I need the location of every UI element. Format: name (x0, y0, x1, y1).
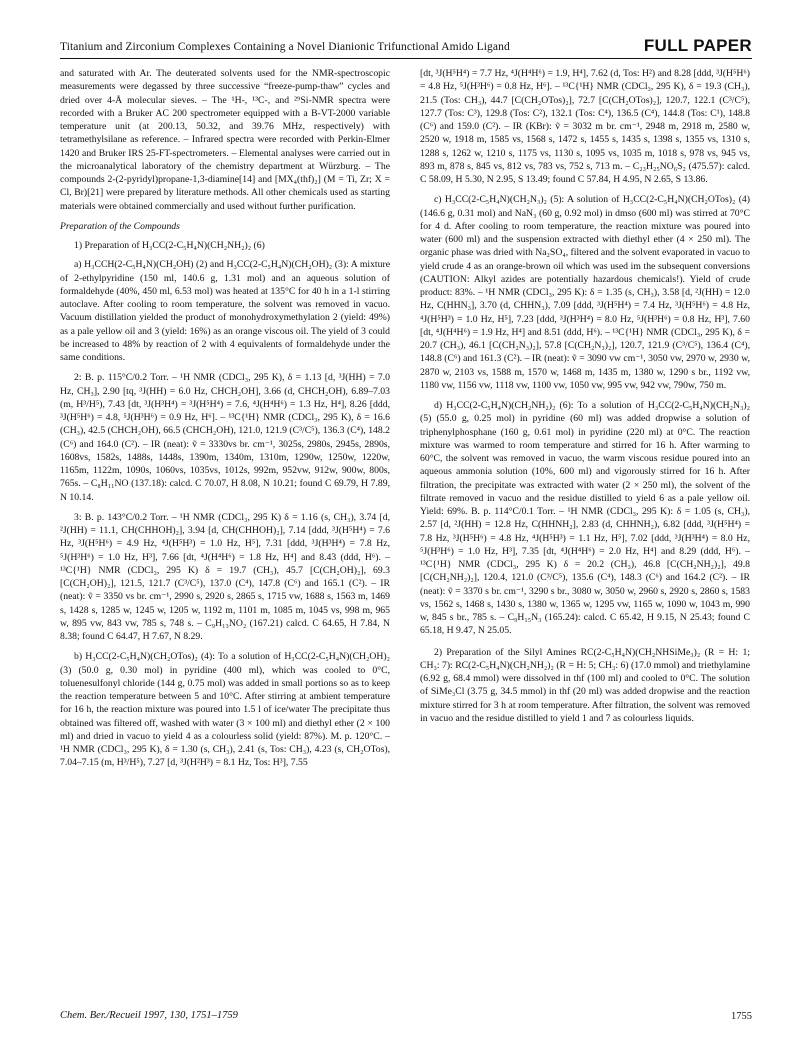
paragraph-step-c: c) H₃CC(2-C₅H₄N)(CH₂N₃)₂ (5): A solution of H₃CC(2-C₅H₄N)(CH₂OTos)₂ (4) (146.6 g, 0.31 mol) and NaN₃ (60 g, 0.92 mol) in dmso (600 ml) was stirred at 70°C for 4 d. After cooling to room temperature, the reaction mixture was poured into water (600 ml) and the suspension extracted with diethyl ether (4 × 250 ml). The organic phase was dried with Na₂SO₄, filtered and the solvent evaporated in vacuo to yield crude 4 as an orange-brown oil which was used im the subsequent conversions (CAUTION: Alkyl azides are potentially hazardous chemicals!). Yield of crude product: 83%. – ¹H NMR (CDCl₃, 295 K): δ = 1.35 (s, CH₃), 3.58 [d, ²J(HH) = 12.0 Hz, C(HHN₃], 3.70 (d, CHHN₃), 7.09 [ddd, ³J(H⁵H⁴) = 7.4 Hz, ³J(H⁵H⁶) = 4.8 Hz, ⁴J(H⁵H³) = 1.0 Hz, H⁵], 7.23 [ddd, ³J(H³H⁴) = 8.0 Hz, ⁵J(H³H⁶) = 0.8 Hz, H³], 7.60 [dt, ⁴J(H⁴H⁶) = 1.9 Hz, H⁴] and 8.51 (ddd, H⁶). – ¹³C{¹H} NMR (CDCl₃, 295 K), δ = 20.7 (CH₃), 46.1 [C(CH₂N₃)₂], 57.8 [C(CH₂N₃)₂], 120.7, 121.9 (C³/C⁵), 136.4 (C⁴), 148.8 (C⁶) and 161.3 (C²). – IR (neat): ṽ = 3090 vw cm⁻¹, 3050 vw, 2970 w, 2930 w, 2870 w, 2103 vs, 1588 m, 1570 w, 1468 m, 1435 m, 1380 w, 1290 s br., 1192 vw, 1180 vw, 1156 vw, 1118 vw, 1100 vw, 1050 vw, 995 vw, 942 vw, 790w, 750 m. (420, 194, 750, 391)
subheading-preparation-6: 1) Preparation of H₃CC(2-C₅H₄N)(CH₂NH₂)₂ (6) (74, 240, 265, 251)
left-column (60, 67, 390, 987)
paragraph-step-b: b) H₃CC(2-C₅H₄N)(CH₂OTos)₂ (4): To a solution of H₃CC(2-C₅H₄N)(CH₂OH)₂ (3) (50.0 g, 0.30 mol) in pyridine (400 ml), which was cooled to 0°C, toluenesulfonyl chloride (144 g, 0.75 mol) was added in small portions so as to keep the reaction temperature between 5 and 10°C. After stirring at ambient temperature for 16 h, the reaction mixture was poured into 1.5 l of ice/water The precipitate thus obtained was filtered off, washed with water (3 × 100 ml) and diethyl ether (2 × 100 ml) and dried in vacuo to yield 4 as a colourless solid (yield: 87%). M. p. 120°C. – ¹H NMR (CDCl₃, 295 K), δ = 1.30 (s, CH₃), 2.41 (s, Tos: CH₃), 4.23 (s, CH₂OTos), 7.04–7.15 (m, H³/H⁵), 7.27 [d, ³J(H²H³) = 8.1 Hz, Tos: H³], 7.55 (60, 651, 390, 769)
running-head-title: Titanium and Zirconium Complexes Containing a Novel Dianionic Trifunctional Amido Ligand (60, 41, 510, 53)
right-column (420, 67, 750, 987)
paragraph-silyl-amines: 2) Preparation of the Silyl Amines RC(2-C₅H₄N)(CH₂NHSiMe₃)₂ (R = H: 1; CH₃: 7): RC(2-C₅H₄N)(CH₂NH₂)₂ (R = H: 5; CH₃: 6) (17.0 mmol) and triethylamine (6.92 g, 68.4 mmol) were dissolved in thf (100 ml) and cooled to 0°C. The solution of SiMe₃Cl (3.75 g, 34.5 mmol) in thf (20 ml) was added dropwise and the reaction mixture stirred for 3 h at room temperature. After filtration, the solvent was removed in vacuo and the residue distilled to yield 1 and 7 as colourless liquids. (420, 646, 750, 724)
paragraph-compound-2: 2: B. p. 115°C/0.2 Torr. – ¹H NMR (CDCl₃, 295 K), δ = 1.13 [d, ³J(HH) = 7.0 Hz, CH₃], 2.90 [tq, ³J(HH) = 6.0 Hz, CHCH₂OH], 3.66 (d, CHCH₂OH), 6.89–7.03 (m, H³/H⁵), 7.43 [dt, ³J(H³H⁴) = ³J(H⁵H⁴) = 7.6, ⁴J(H⁴H⁶) = 1.3 Hz, H⁴], 8.26 [ddd, ³J(H⁵H⁶) = 4.8, ⁵J(H³H⁶) = 0.9 Hz, H⁶]. – ¹³C{¹H} NMR (CDCl₃, 295 K), δ = 16.6 (CH₃), 42.5 (CHCH₂OH), 66.5 (CHCH₂OH), 121.0, 121.9 (C³/C⁵), 136.3 (C⁴), 148.2 (C⁶) and 164.0 (C²). – IR (neat): ṽ = 3330vs br. cm⁻¹, 3025s, 2980s, 2945s, 2890s, 1608vs, 1582s, 1488s, 1448s, 1390m, 1340m, 1310m, 1290w, 1250w, 1220w, 1165m, 1122m, 1090s, 1060vs, 1035vs, 1012s, 992m, 952vw, 912w, 900w, 800s, 765s. – C₈H₁₁NO (137.18): calcd. C 70.07, H 8.08, N 10.21; found C 69.79, H 7.89, N 10.14. (60, 372, 390, 503)
paragraph-general-methods: and saturated with Ar. The deuterated solvents used for the NMR-spectroscopic measurements were degassed by three successive “freeze-pump-thaw” cycles and dried over 4-Å molecular sieves. – The ¹H-, ¹³C-, and ²⁹Si-NMR spectra were recorded with a Bruker AC 200 spectrometer equipped with a B-VT-2000 variable temperature unit (at 200.13, 50.32, and 39.76 MHz, respectively) with tetramethylsilane as reference. – Infrared spectra were recorded with Perkin-Elmer 1420 and Bruker IRS 25-FT-spectrometers. – Elemental analyses were carried out in the microanalytical laboratory of the chemistry department at Würzburg. – The compounds 2-(2-pyridyl)propane-1,3-diamine[14] and [MX₄(thf)₂] (M = Ti, Zr; X = Cl, Br)[21] were prepared by literature methods. All other chemicals used as starting materials were obtained commercially and used without further purification. (60, 68, 390, 212)
footer-citation: Chem. Ber./Recueil 1997, 130, 1751–1759 (60, 1010, 238, 1021)
paragraph-compound-4-continued: [dt, ³J(H⁵H⁴) = 7.7 Hz, ⁴J(H⁴H⁶) = 1.9, H⁴], 7.62 (d, Tos: H²) and 8.28 [ddd, ³J(H⁵H⁶) = 4.8 Hz, ⁵J(H³H⁶) = 0.8 Hz, H⁶]. – ¹³C{¹H} NMR (CDCl₃, 295 K), δ = 19.3 (CH₃), 21.5 (Tos: CH₃), 44.7 [C(CH₂OTos)₂], 72.7 [C(CH₂OTos)₂], 120.7, 122.1 (C³/C⁵), 127.7 (Tos: C³), 129.8 (Tos: C²), 132.1 (Tos: C⁴), 136.5 (C⁴), 144.8 (Tos: C¹), 148.8 (C⁶) and 159.0 (C²). – IR (KBr): ṽ = 3032 m br. cm⁻¹, 2948 m, 2918 m, 2580 w, 2520 w, 1918 m, 1585 vs, 1568 s, 1472 s, 1455 s, 1435 s, 1398 s, 1355 vs, 1310 s, 1288 s, 1262 w, 1210 s, 1175 vs, 1130 s, 1095 vs, 1035 m, 1018 s, 978 vs, 945 vs, 893 m, 878 s, 845 vs, 812 vs, 783 vs, 752 s, 713 m. – C₂₃H₂₅NO₆S₂ (475.57): calcd. C 58.09, H 5.30, N 2.95, S 13.49; found C 57.84, H 4.95, N 2.65, S 13.86. (420, 68, 750, 185)
paragraph-step-d: d) H₃CC(2-C₅H₄N)(CH₂NH₂)₂ (6): To a solution of H₃CC(2-C₅H₄N)(CH₂N₃)₂ (5) (55.0 g, 0.25 mol) in pyridine (60 ml) was added dropwise a solution of triphenylphosphane (160 g, 0.61 mol) in pyridine (220 ml) at 0°C. The reaction mixture was warmed to room temperature and stirred for 16 h. After warming to 60°C, the solvent was removed in vacuo, the warm viscous residue poured into an aqueous ammonia solution (10%, 600 ml) and vigorously stirred for 16 h. After filtration, the precipitate was extracted with water (2 × 250 ml), the solvent of the filtrate removed in vacuo and the residue distilled to yield 6 as a pale yellow oil. Yield: 69%. B. p. 114°C/0.1 Torr. – ¹H NMR (CDCl₃, 295 K): δ = 1.05 (s, CH₃), 2.57 [d, ²J(HH) = 12.8 Hz, C(HHNH₂], 2.83 (d, CHHNH₂), 6.82 [ddd, ³J(H⁵H⁴) = 7.8 Hz, ³J(H⁵H⁶) = 4.8 Hz, ⁴J(H⁵H³) = 1.1 Hz, H⁵], 7.02 [ddd, ³J(H³H⁴) = 8.0 Hz, ⁵J(H³H⁶) = 1.0 Hz, H³], 7.35 [dt, ⁴J(H⁴H⁶) = 2.0 Hz, H⁴] and 8.29 (ddd, H⁶). – ¹³C{¹H} NMR (CDCl₃, 295 K) δ = 20.2 (CH₃), 46.8 [C(CH₂NH₂)₂], 49.8 [C(CH₂NH₂)₂], 120.4, 121.0 (C³/C⁵), 135.6 (C⁴), 148.3 (C⁶) and 164.2 (C²). – IR (neat): ṽ = 3370 s br. cm⁻¹, 3290 s br., 3080 w, 3050 w, 2960 s, 2920 s, 2860 s, 1583 vs, 1562 s, 1468 s, 1430 s, 1380 w, 1365 w, 1295 vw, 1165 w, 1090 w, 1043 m, 990 w, 845 s br., 785 s. – C₉H₁₅N₃ (165.24): calcd. C 65.42, H 9.15, N 25.43; found C 65.18, H 9.47, N 25.05. (420, 400, 750, 637)
page-number: 1755 (731, 1011, 752, 1022)
section-heading-preparation: Preparation of the Compounds (60, 220, 180, 232)
paragraph-step-a: a) H₃CCH(2-C₅H₄N)(CH₂OH) (2) and H₃CC(2-C₅H₄N)(CH₂OH)₂ (3): A mixture of 2-ethylpyridine (150 ml, 140.6 g, 1.31 mol) and an aqueous solution of formaldehyde (40%, 450 ml, 6.53 mol) was heated at 135°C for 40 h in a 1-l stirring autoclave. After cooling to room temperature, the solvent was removed in vacuo. Vacuum distillation yielded the product of monohydroxymethylation 2 (yield: 49%) as a pale yellow oil and 3 (yield: 16%) as an orange viscous oil. The yield of 3 could be increased to 48% by reaction of 2 with 4 equivalents of formaldehyde under the same conditions. (60, 259, 390, 363)
running-head (60, 38, 752, 58)
header-rule (60, 58, 752, 59)
section-label: FULL PAPER (643, 36, 752, 55)
paragraph-compound-3: 3: B. p. 143°C/0.2 Torr. – ¹H NMR (CDCl₃, 295 K) δ = 1.16 (s, CH₃), 3.74 [d, ²J(HH) = 11.1, CH(CHHOH)₂], 3.94 [d, CH(CHHOH)₂], 7.14 [ddd, ³J(H⁵H⁴) = 7.6 Hz, ³J(H⁵H⁶) = 4.9 Hz, ⁴J(H⁵H³) = 1.0 Hz, H⁵], 7.31 [ddd, ³J(H³H⁴) = 7.8 Hz, ⁵J(H³H⁶) = 1.0 Hz, H³], 7.66 [dt, ⁴J(H⁴H⁶) = 1.8 Hz, H⁴] and 8.43 (ddd, H⁶). – ¹³C{¹H} NMR (CDCl₃, 295 K) δ = 19.7 (CH₃), 45.7 [C(CH₂OH)₂], 69.3 [C(CH₂OH)₂], 121.5, 121.7 (C³/C⁵), 137.0 (C⁴), 147.8 (C⁶) and 165.1 (C²). – IR (neat): ṽ = 3350 vs br. cm⁻¹, 2990 s, 2920 s, 2865 s, 1715 vw, 1688 s, 1563 m, 1469 s, 1428 s, 1285 w, 1245 w, 1205 w, 1192 m, 1101 m, 1085 m, 1045 vs, 998 m, 965 w, 895 vw, 843 vw, 785 s, 748 s. – C₉H₁₃NO₂ (167.21) calcd. C 64.65, H 7.84, N 8.38; found C 64.47, H 7.67, N 8.29. (60, 511, 390, 642)
